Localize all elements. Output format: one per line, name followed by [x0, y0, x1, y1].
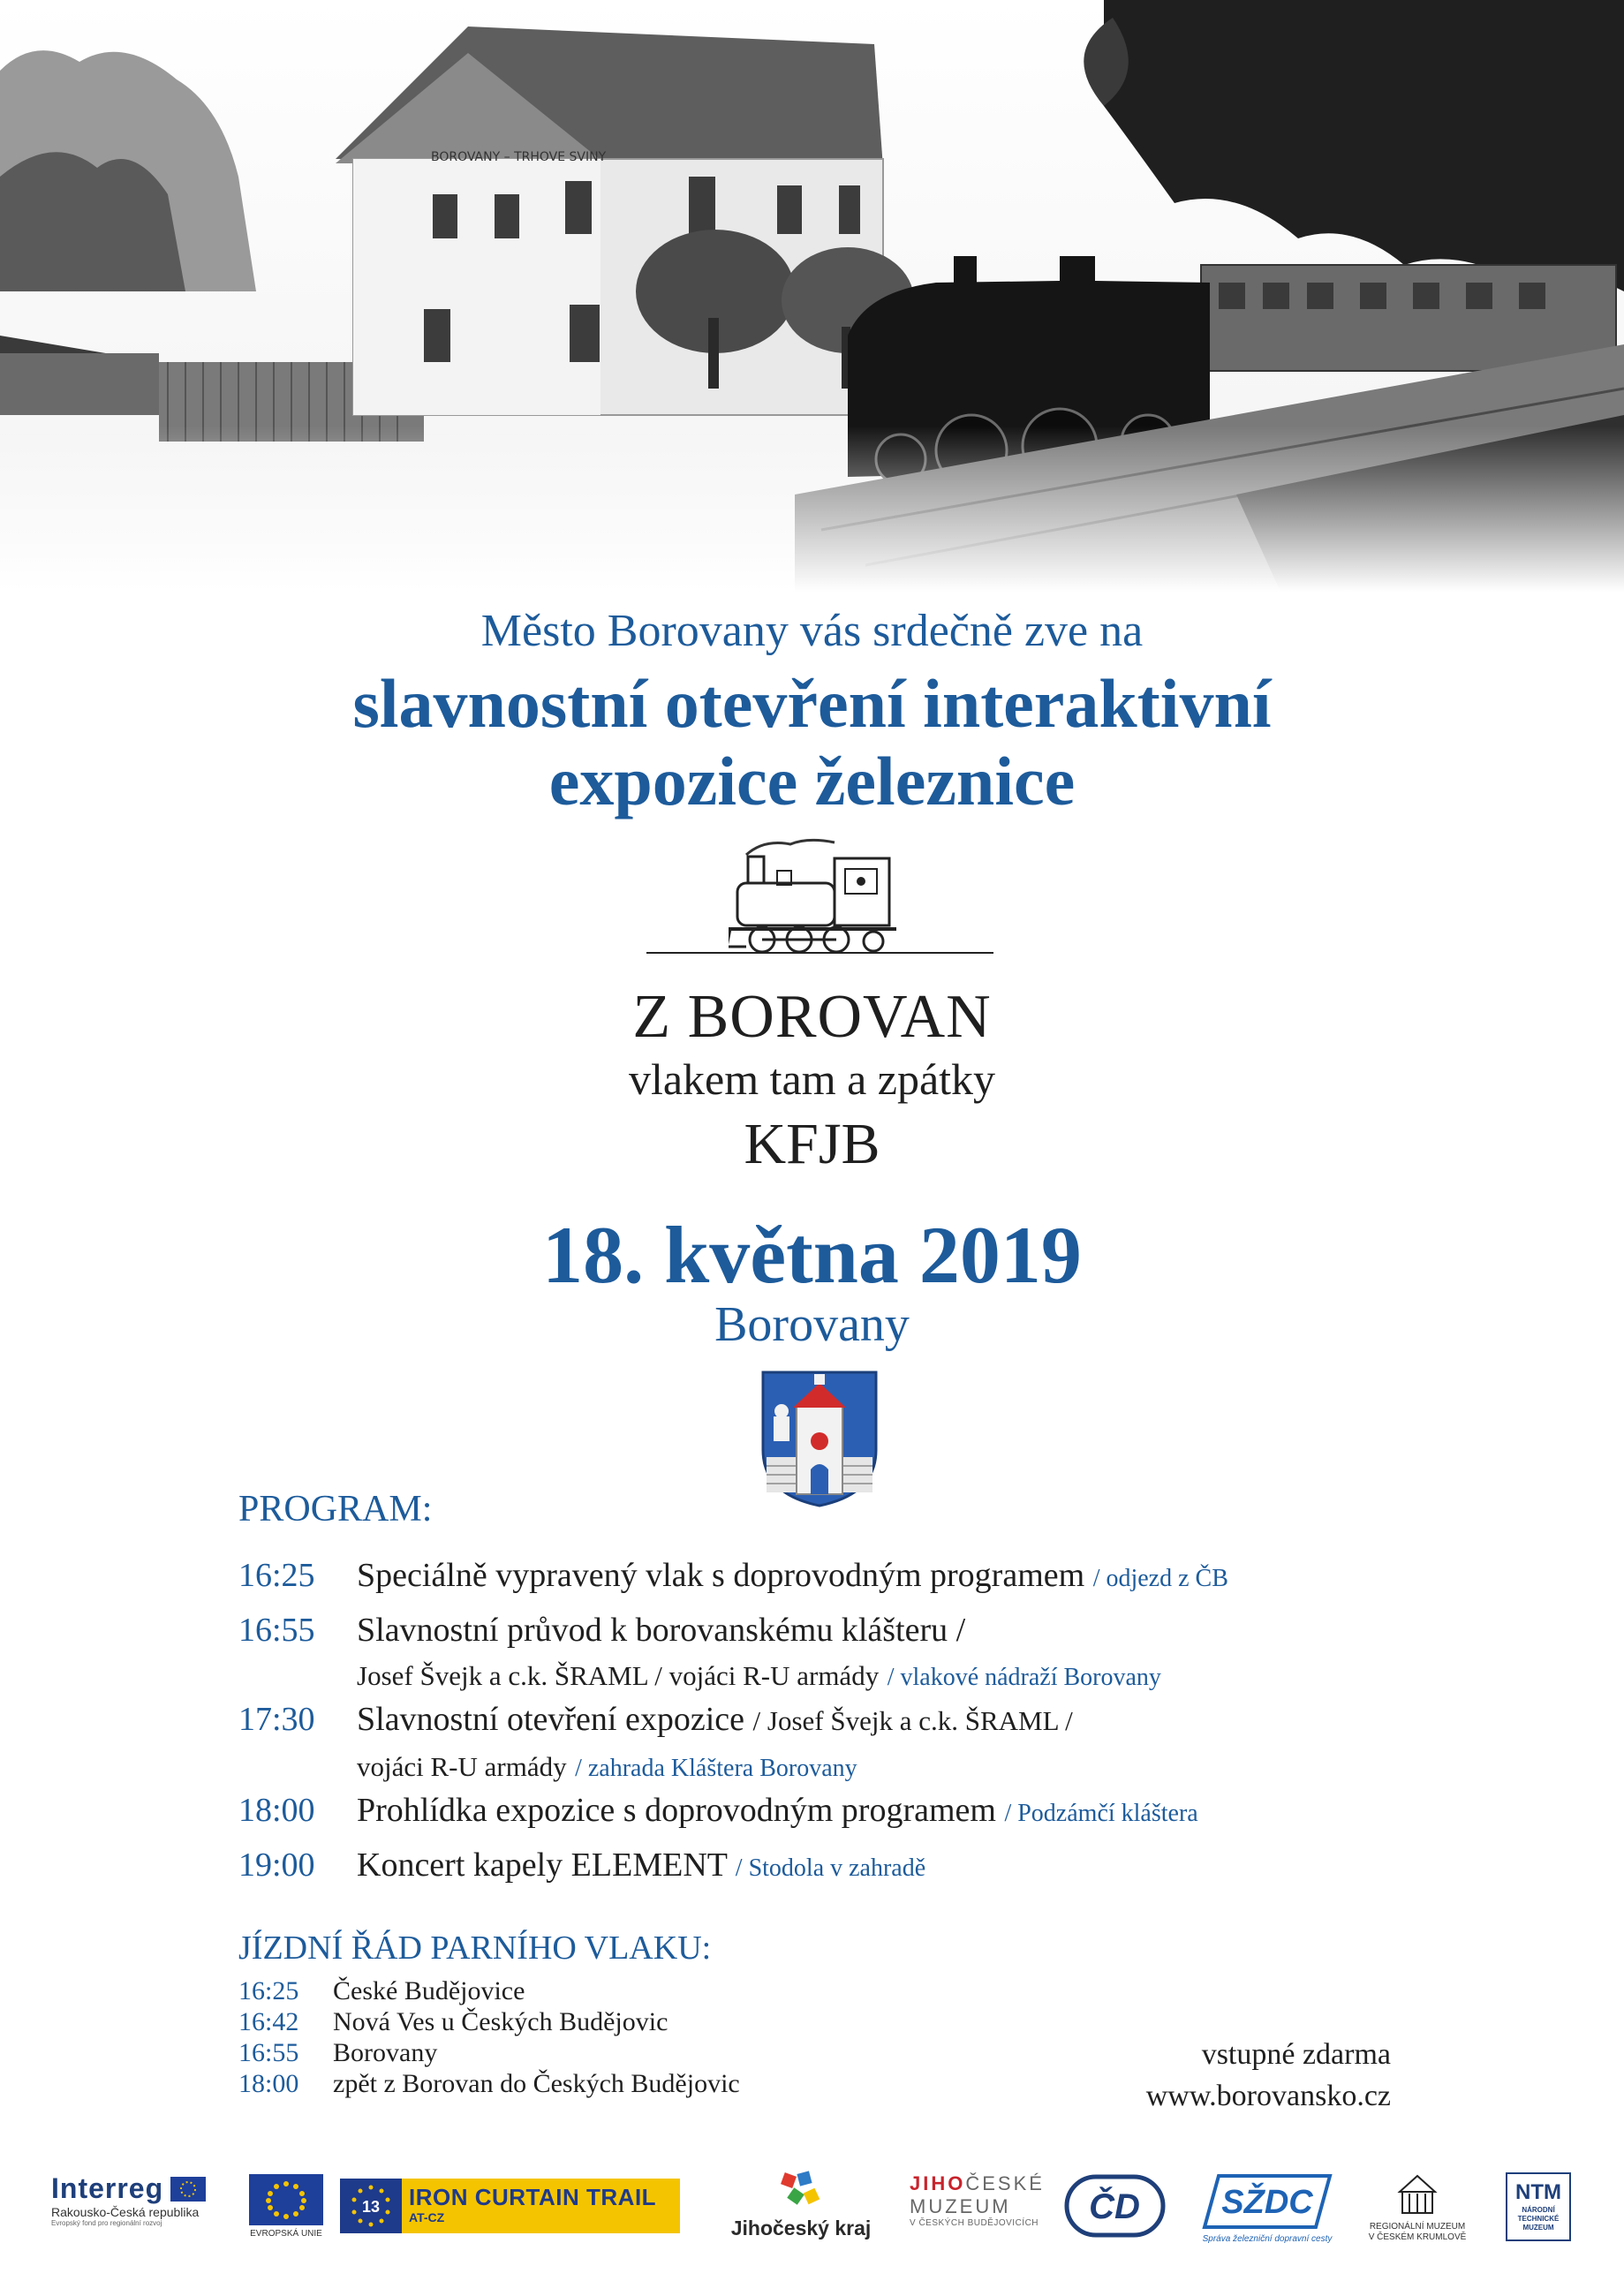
interreg-brand: Interreg	[51, 2172, 164, 2204]
timetable-stop: Borovany	[333, 2038, 438, 2067]
timetable-time: 16:55	[238, 2038, 299, 2067]
kraj-label: Jihočeský kraj	[730, 2217, 872, 2239]
timetable-time: 18:00	[238, 2069, 299, 2098]
rm-line1: REGIONÁLNÍ MUZEUM	[1369, 2222, 1466, 2232]
eu-logo	[249, 2174, 323, 2241]
cd-label: ČD	[1089, 2187, 1140, 2226]
program-time: 16:55	[238, 1612, 315, 1649]
program-location: vlakové nádraží Borovany	[900, 1664, 1161, 1691]
eu-caption: EVROPSKÁ UNIE	[250, 2229, 322, 2239]
interreg-fund: Evropský fond pro regionální rozvoj	[51, 2219, 162, 2227]
timetable-row	[238, 2069, 740, 2099]
program-location: Stodola v zahradě	[748, 1854, 926, 1882]
program-location: Podzámčí kláštera	[1017, 1800, 1198, 1827]
svg-text:NTM: NTM	[1515, 2180, 1561, 2204]
program-location: zahrada Kláštera Borovany	[587, 1755, 857, 1782]
hero-photo-station-train	[0, 0, 1624, 592]
jihocesky-kraj-logo	[726, 2171, 876, 2246]
coat-of-arms-icon	[761, 1371, 878, 1507]
ntm-line2: TECHNICKÉ	[1517, 2215, 1560, 2223]
ntm-line3: MUZEUM	[1522, 2224, 1554, 2232]
program-text: Slavnostní otevření expozice	[357, 1701, 744, 1738]
iron-curtain-title: IRON CURTAIN TRAIL	[409, 2184, 657, 2210]
regionalni-muzeum-logo	[1364, 2172, 1470, 2245]
timetable-row	[238, 1976, 525, 2006]
program-time: 17:30	[238, 1701, 315, 1738]
timetable-stop: Nová Ves u Českých Budějovic	[333, 2007, 668, 2036]
muzeum-ceske: ČESKÉ	[965, 2172, 1045, 2194]
szdc-logo	[1201, 2171, 1333, 2246]
program-location: odjezd z ČB	[1106, 1565, 1228, 1592]
museum-building-icon	[1395, 2172, 1439, 2217]
subtitle-line-2: vlakem tam a zpátky	[628, 1054, 996, 1104]
program-time: 16:25	[238, 1557, 315, 1594]
admission-note: vstupné zdarma	[1201, 2038, 1391, 2071]
rm-line2: V ČESKÉM KRUMLOVĚ	[1368, 2232, 1467, 2242]
program-text: Speciálně vypravený vlak s doprovodným programem	[357, 1557, 1085, 1594]
program-text-2: vojáci R-U armády	[357, 1751, 567, 1782]
timetable-time: 16:42	[238, 2007, 299, 2036]
narodni-technicke-muzeum-logo	[1506, 2172, 1571, 2241]
title-line-2: expozice železnice	[548, 743, 1076, 819]
route-number: 13	[361, 2198, 381, 2216]
divider-line	[646, 952, 993, 954]
muzeum-word: MUZEUM	[910, 2195, 1011, 2217]
event-date: 18. května 2019	[542, 1210, 1082, 1300]
timetable-stop: České Budějovice	[333, 1976, 525, 2005]
szdc-logo-icon	[1201, 2171, 1333, 2232]
muzeum-city: V ČESKÝCH BUDĚJOVICÍCH	[910, 2218, 1039, 2228]
program-time: 18:00	[238, 1792, 315, 1829]
program-text: Prohlídka expozice s doprovodným programem	[357, 1792, 996, 1829]
szdc-caption: Správa železniční dopravní cesty	[1202, 2234, 1333, 2244]
title-line-1: slavnostní otevření interaktivní	[352, 665, 1272, 742]
timetable-heading: JÍZDNÍ ŘÁD PARNÍHO VLAKU:	[238, 1930, 712, 1967]
program-text-b: Josef Švejk a c.k. ŠRAML /	[767, 1705, 1073, 1736]
locomotive-illustration	[729, 830, 901, 958]
program-heading: PROGRAM:	[238, 1489, 433, 1529]
cd-logo-icon	[1064, 2174, 1166, 2238]
muzeum-jiho: JIHO	[910, 2172, 966, 2194]
event-place: Borovany	[714, 1297, 910, 1352]
timetable-time: 16:25	[238, 1976, 299, 2005]
kraj-emblem-icon	[779, 2171, 823, 2211]
ntm-emblem-icon	[1507, 2174, 1569, 2204]
eu-flag-icon	[249, 2174, 323, 2225]
eu-stars-icon	[340, 2179, 402, 2233]
timetable-row	[238, 2038, 437, 2068]
iron-curtain-badge	[340, 2179, 402, 2233]
invitation-line: Město Borovany vás srdečně zve na	[480, 606, 1144, 656]
eu-flag-icon	[170, 2177, 206, 2202]
interreg-logo	[51, 2172, 241, 2243]
ntm-line1: NÁRODNÍ	[1522, 2206, 1555, 2214]
timetable-row	[238, 2007, 668, 2037]
subtitle-line-1: Z BOROVAN	[632, 983, 992, 1051]
iron-curtain-trail-logo	[340, 2179, 680, 2233]
program-text: Koncert kapely ELEMENT	[357, 1847, 728, 1884]
subtitle-line-3: KFJB	[744, 1112, 880, 1176]
jihoceske-muzeum-logo	[910, 2172, 1045, 2243]
ceske-drahy-logo	[1064, 2174, 1166, 2238]
program-time: 19:00	[238, 1847, 315, 1884]
program-text: Slavnostní průvod k borovanskému klášteru	[357, 1612, 948, 1649]
program-text-2: Josef Švejk a c.k. ŠRAML / vojáci R-U armády	[357, 1660, 880, 1691]
iron-curtain-sub: AT-CZ	[409, 2210, 445, 2224]
szdc-label: SŽDC	[1221, 2184, 1313, 2221]
timetable-stop: zpět z Borovan do Českých Budějovic	[333, 2069, 740, 2098]
website-link[interactable]: www.borovansko.cz	[1145, 2080, 1391, 2112]
interreg-region: Rakousko-Česká republika	[51, 2205, 200, 2219]
